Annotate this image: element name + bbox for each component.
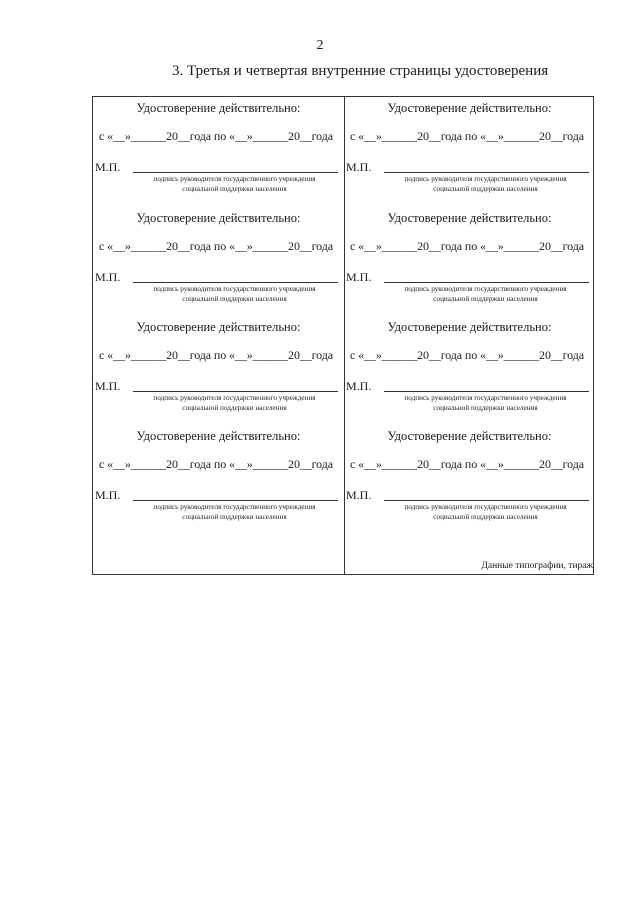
caption-line: подпись руководителя государственного учреждения: [404, 175, 567, 183]
caption-line: подпись руководителя государственного учреждения: [153, 175, 316, 183]
stamp-place-label: М.П.: [346, 160, 372, 174]
validity-title: Удостоверение действительно:: [387, 211, 552, 225]
caption-line: подпись руководителя государственного учреждения: [404, 394, 567, 402]
signature-caption: [380, 393, 591, 413]
signature-line: [133, 172, 338, 173]
signature-caption: [129, 284, 340, 304]
signature-caption: [380, 174, 591, 194]
validity-period: с «__»______20__года по «__»______20__года: [99, 129, 333, 143]
caption-line: социальной поддержки населения: [433, 185, 538, 193]
caption-line: подпись руководителя государственного учреждения: [153, 503, 316, 511]
validity-block: [93, 207, 344, 315]
validity-title: Удостоверение действительно:: [387, 320, 552, 334]
validity-block: [93, 316, 344, 424]
caption-line: социальной поддержки населения: [433, 513, 538, 521]
stamp-place-label: М.П.: [95, 379, 121, 393]
signature-line: [384, 172, 589, 173]
stamp-place-label: М.П.: [95, 488, 121, 502]
signature-caption: [380, 502, 591, 522]
caption-line: подпись руководителя государственного учреждения: [153, 394, 316, 402]
validity-block: [344, 425, 595, 533]
caption-line: социальной поддержки населения: [182, 513, 287, 521]
validity-title: Удостоверение действительно:: [136, 320, 301, 334]
validity-title: Удостоверение действительно:: [387, 429, 552, 443]
stamp-place-label: М.П.: [346, 488, 372, 502]
typography-note: Данные типографии, тираж: [481, 561, 593, 571]
validity-block: [344, 97, 595, 205]
signature-caption: [129, 393, 340, 413]
validity-title: Удостоверение действительно:: [136, 211, 301, 225]
validity-period: с «__»______20__года по «__»______20__года: [99, 457, 333, 471]
signature-caption: [380, 284, 591, 304]
signature-caption: [129, 174, 340, 194]
signature-caption: [129, 502, 340, 522]
right-page: [344, 97, 595, 574]
caption-line: подпись руководителя государственного учреждения: [153, 285, 316, 293]
validity-period: с «__»______20__года по «__»______20__года: [350, 348, 584, 362]
stamp-place-label: М.П.: [346, 379, 372, 393]
caption-line: социальной поддержки населения: [433, 295, 538, 303]
stamp-place-label: М.П.: [346, 270, 372, 284]
signature-line: [384, 500, 589, 501]
validity-period: с «__»______20__года по «__»______20__года: [350, 457, 584, 471]
validity-block: [344, 316, 595, 424]
validity-title: Удостоверение действительно:: [136, 429, 301, 443]
caption-line: социальной поддержки населения: [182, 185, 287, 193]
page-number: 2: [316, 38, 324, 53]
validity-period: с «__»______20__года по «__»______20__года: [350, 129, 584, 143]
validity-block: [93, 97, 344, 205]
caption-line: социальной поддержки населения: [433, 404, 538, 412]
signature-line: [133, 391, 338, 392]
validity-title: Удостоверение действительно:: [136, 101, 301, 115]
signature-line: [384, 391, 589, 392]
signature-line: [133, 282, 338, 283]
stamp-place-label: М.П.: [95, 270, 121, 284]
stamp-place-label: М.П.: [95, 160, 121, 174]
signature-line: [133, 500, 338, 501]
validity-period: с «__»______20__года по «__»______20__года: [350, 239, 584, 253]
validity-block: [344, 207, 595, 315]
signature-line: [384, 282, 589, 283]
left-page: [93, 97, 345, 574]
validity-block: [93, 425, 344, 533]
validity-period: с «__»______20__года по «__»______20__года: [99, 348, 333, 362]
caption-line: подпись руководителя государственного учреждения: [404, 285, 567, 293]
validity-period: с «__»______20__года по «__»______20__года: [99, 239, 333, 253]
caption-line: социальной поддержки населения: [182, 295, 287, 303]
validity-title: Удостоверение действительно:: [387, 101, 552, 115]
certificate-form: [92, 96, 594, 575]
caption-line: социальной поддержки населения: [182, 404, 287, 412]
page-heading: 3. Третья и четвертая внутренние страницы удостоверения: [172, 63, 549, 79]
caption-line: подпись руководителя государственного учреждения: [404, 503, 567, 511]
